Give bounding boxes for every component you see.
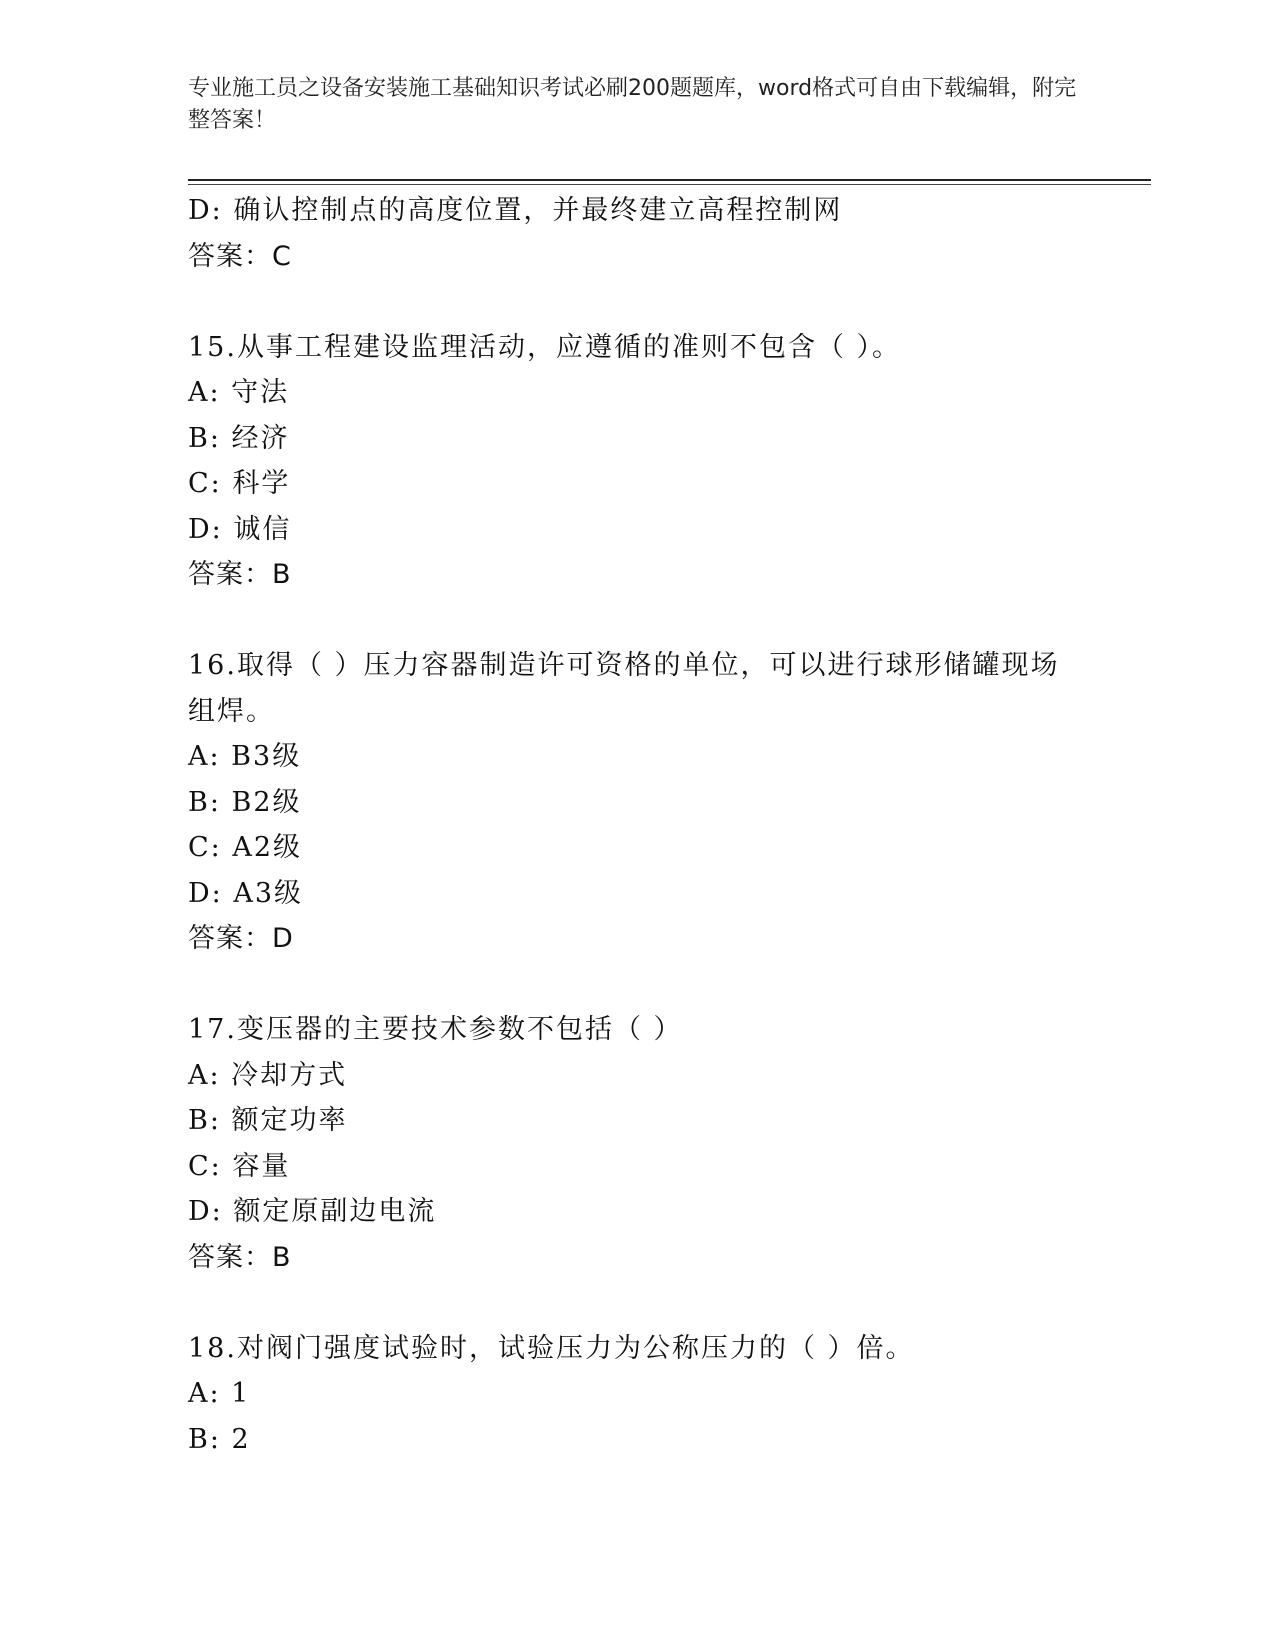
option-a: A: 1 xyxy=(188,1378,251,1409)
question-stem: 15.从事工程建设监理活动，应遵循的准则不包含（ ）。 xyxy=(188,331,902,363)
option-b: B: 2 xyxy=(188,1423,251,1455)
question-stem: 18.对阀门强度试验时，试验压力为公称压力的（ ）倍。 xyxy=(188,1332,915,1364)
answer-line: 答案：D xyxy=(188,923,294,954)
document-header: 专业施工员之设备安装施工基础知识考试必刷200题题库，word格式可自由下载编辑，附完整答案！ xyxy=(188,76,1077,133)
option-a: A: 守法 xyxy=(188,377,290,408)
spacer xyxy=(188,279,1088,325)
question-stem: 16.取得（ ）压力容器制造许可资格的单位，可以进行球形储罐现场组焊。 xyxy=(188,650,1060,727)
spacer xyxy=(188,598,1088,644)
question-16 xyxy=(188,643,1088,962)
question-content xyxy=(188,188,1088,1462)
question-17 xyxy=(188,1007,1088,1280)
answer-line: 答案：B xyxy=(188,1241,292,1273)
answer-line: 答案：B xyxy=(188,559,292,590)
question-15 xyxy=(188,325,1088,598)
header-divider-thick xyxy=(188,179,1151,181)
option-a: A: B3级 xyxy=(188,741,302,772)
option-a: A: 冷却方式 xyxy=(188,1059,348,1091)
spacer xyxy=(188,1280,1088,1326)
option-b: B: 经济 xyxy=(188,422,290,454)
option-d: D: A3级 xyxy=(188,877,304,909)
spacer xyxy=(188,962,1088,1008)
option-c: C: 容量 xyxy=(188,1150,291,1182)
option-c: C: 科学 xyxy=(188,468,291,499)
option-c: C: A2级 xyxy=(188,832,303,863)
option-d: D: 额定原副边电流 xyxy=(188,1196,437,1227)
previous-question-option-d: D: 确认控制点的高度位置，并最终建立高程控制网 xyxy=(188,195,843,226)
option-b: B: B2级 xyxy=(188,786,302,818)
option-d: D: 诚信 xyxy=(188,513,292,545)
header-divider-thin xyxy=(188,184,1151,185)
option-b: B: 额定功率 xyxy=(188,1105,348,1136)
question-stem: 17.变压器的主要技术参数不包括（ ） xyxy=(188,1014,683,1045)
previous-question-answer: 答案：C xyxy=(188,240,292,272)
question-18 xyxy=(188,1326,1088,1463)
